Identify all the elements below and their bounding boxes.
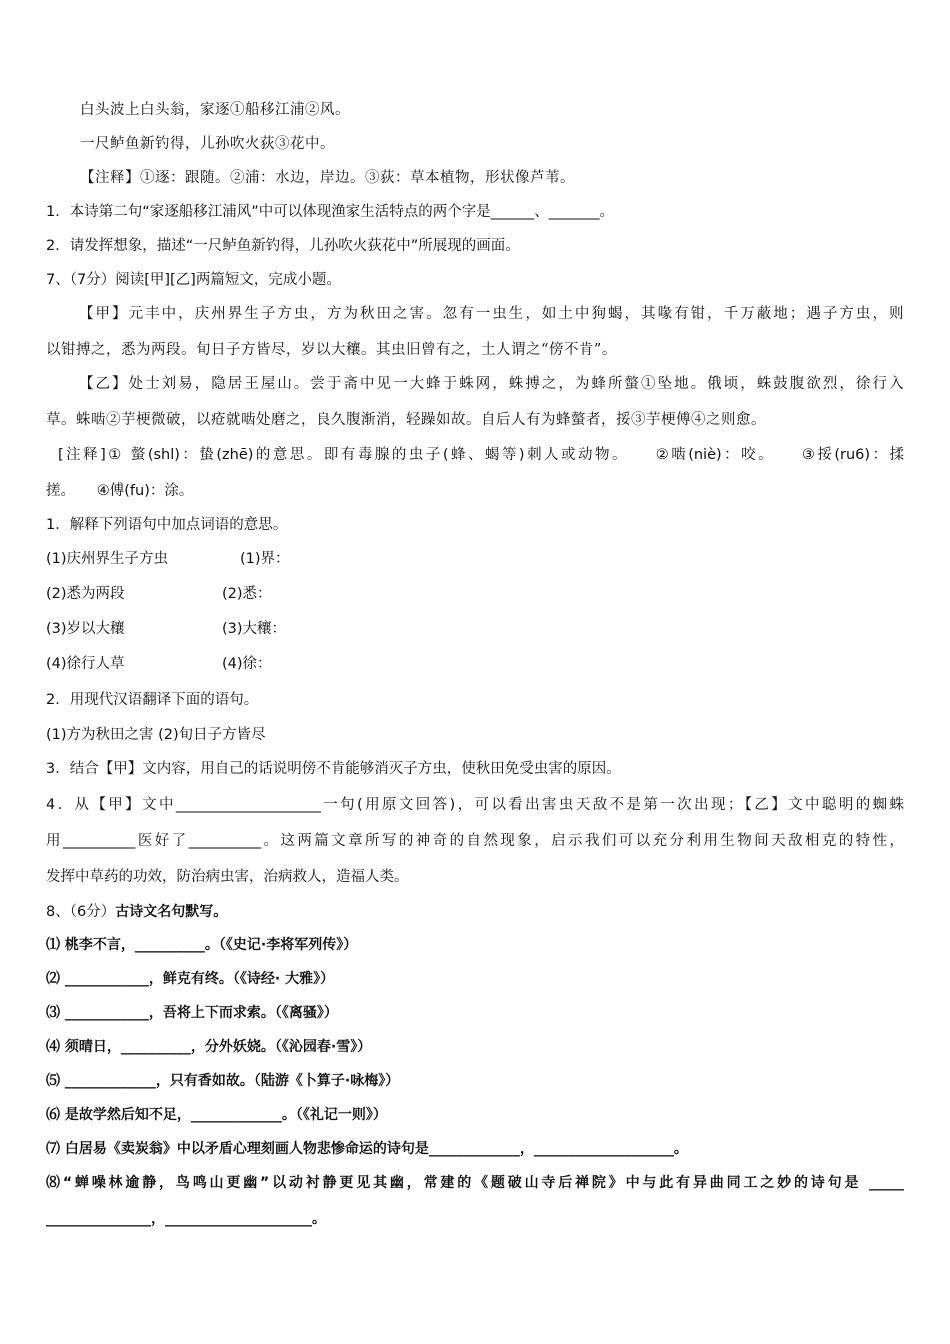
- q7-sub1-word: (4)徐：: [222, 656, 272, 672]
- q7-heading: 7、（7分）阅读[甲][乙]两篇短文，完成小题。: [46, 272, 341, 288]
- q8-item-7: ⑺ 白居易《卖炭翁》中以矛盾心理刻画人物悲惨命运的诗句是_____________，____________________。: [46, 1141, 688, 1157]
- q8-item-6: ⑹ 是故学然后知不足，_____________。（《礼记一则》）: [46, 1107, 387, 1123]
- q7-sub1-word: (3)大穰：: [222, 621, 287, 637]
- q8-item-1: ⑴ 桃李不言，__________。（《史记·李将军列传》）: [46, 937, 358, 953]
- q7-sub4-line-2: 用__________医好了__________。这两篇文章所写的神奇的自然现象，启示我们可以充分利用生物间天敌相克的特性，: [46, 833, 904, 849]
- q8-item-8-continued: _______________，_____________________。: [46, 1211, 326, 1227]
- q8-heading-title: 古诗文名句默写。: [115, 904, 228, 920]
- q8-item-8: ⑻“蝉噪林逾静，鸟鸣山更幽”以动衬静更见其幽，常建的《题破山寺后禅院》中与此有异曲同工之妙的诗句是 _____: [46, 1175, 904, 1191]
- poem-line-2: 一尺鲈鱼新钓得，儿孙吹火荻③花中。: [80, 136, 335, 152]
- q8-heading-prefix: 8、（6分）: [46, 904, 116, 920]
- q7-sub2-items: (1)方为秋田之害 (2)旬日子方皆尽: [46, 727, 266, 743]
- q7-sub4-line-1: 4．从【甲】文中____________________一句(用原文回答)，可以看出害虫天敌不是第一次出现；【乙】文中聪明的蜘蛛: [46, 797, 904, 813]
- q7-sub1-title: 1．解释下列语句中加点词语的意思。: [46, 517, 288, 533]
- q7-sub4-line-3: 发挥中草药的功效，防治病虫害，治病救人，造福人类。: [46, 869, 409, 885]
- q7-jia-line-2: 以钳搏之，悉为两段。旬日子方皆尽，岁以大穰。其虫旧曾有之，土人谓之“傍不肯”。: [46, 342, 617, 358]
- q6-item-1: 1．本诗第二句“家逐船移江浦风”中可以体现渔家生活特点的两个字是______、_______。: [46, 204, 614, 220]
- q7-note-line-1: [注释]① 螫(shl)：蛰(zhē)的意思。即有毒腺的虫子(蜂、蝎等)刺人或动物。 ②啮(niè)：咬。 ③挼(ru6)：揉: [58, 447, 904, 463]
- q7-sub1-sentence: (3)岁以大穰: [46, 621, 125, 637]
- q8-item-4: ⑷ 须晴日，__________，分外妖娆。（《沁园春·雪》）: [46, 1039, 372, 1055]
- q7-sub1-sentence: (1)庆州界生子方虫: [46, 551, 169, 567]
- q7-sub1-sentence: (2)悉为两段: [46, 586, 125, 602]
- q7-sub1-sentence: (4)徐行人草: [46, 656, 125, 672]
- q8-item-3: ⑶ ____________，吾将上下而求索。（《离骚》）: [46, 1005, 338, 1021]
- q7-sub1-word: (1)界：: [240, 551, 290, 567]
- q7-note-line-2: 搓。 ④傅(fu)：涂。: [46, 483, 194, 499]
- q6-item-2: 2．请发挥想象，描述“一尺鲈鱼新钓得，儿孙吹火荻花中”所展现的画面。: [46, 238, 520, 254]
- q8-heading: [46, 901, 227, 922]
- q7-sub1-word: (2)悉：: [222, 586, 272, 602]
- q8-item-2: ⑵ ____________，鲜克有终。（《诗经· 大雅》）: [46, 971, 335, 987]
- q7-sub2-title: 2．用现代汉语翻译下面的语句。: [46, 692, 259, 708]
- q7-jia-line-1: 【甲】元丰中，庆州界生子方虫，方为秋田之害。忽有一虫生，如土中狗蝎，其喙有钳，千万蔽地；遇子方虫，则: [79, 306, 904, 322]
- poem-note: 【注释】①逐：跟随。②浦：水边，岸边。③荻：草本植物，形状像芦苇。: [80, 170, 575, 186]
- q7-sub3: 3．结合【甲】文内容，用自己的话说明傍不肯能够消灭子方虫，使秋田免受虫害的原因。: [46, 761, 621, 777]
- q7-yi-line-2: 草。蛛啮②芋梗微破，以疮就啮处磨之，良久腹渐消，轻躁如故。自后人有为蜂螫者，挼③芋梗傅④之则愈。: [46, 412, 766, 428]
- q7-yi-line-1: 【乙】处士刘易，隐居王屋山。尝于斋中见一大蜂于蛛网，蛛搏之，为蜂所螫①坠地。俄顷，蛛鼓腹欲烈，徐行入: [79, 376, 904, 392]
- q8-item-5: ⑸ _____________，只有香如故。（陆游《卜算子·咏梅》）: [46, 1073, 400, 1089]
- poem-line-1: 白头波上白头翁，家逐①船移江浦②风。: [80, 102, 350, 118]
